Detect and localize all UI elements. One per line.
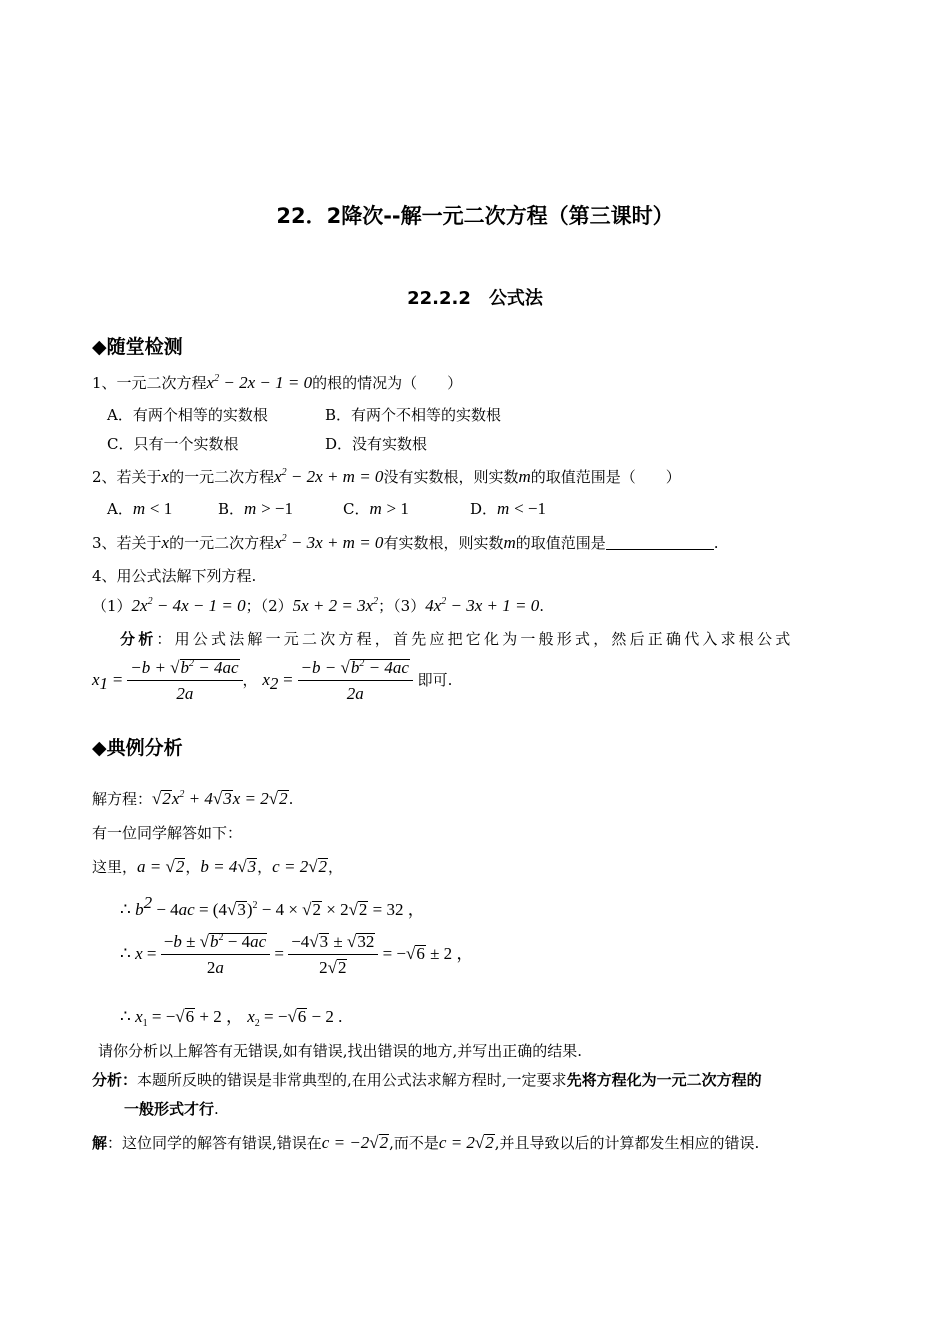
question-4: 4、用公式法解下列方程. — [92, 567, 257, 585]
q2-mid2: 没有实数根，则实数 — [383, 468, 519, 486]
q3-var-x: x — [161, 533, 170, 552]
q3-var-m: m — [503, 533, 516, 552]
example-problem: 解方程：$√2x^2 + 4√3x = 2√2$. — [92, 789, 294, 808]
q3-prefix: 3、若关于 — [92, 534, 162, 552]
q2-label-c: C． — [343, 500, 370, 518]
comma-3: ， — [328, 858, 344, 876]
q2-prefix: 2、若关于 — [92, 468, 162, 486]
analysis-2-bold1: 先将方程化为一元二次方程的 — [566, 1071, 762, 1089]
here-label: 这里， — [92, 858, 138, 876]
q3-mid: 的一元二次方程 — [169, 534, 275, 552]
q3-equation: $x^2 - 3x + m = 0$ — [274, 533, 384, 552]
q3-suffix: 的取值范围是 — [515, 534, 606, 552]
q1-option-c: C．只有一个实数根 — [107, 435, 239, 453]
section-heading-example: ◆典例分析 — [92, 737, 183, 759]
analysis-2-end: . — [214, 1100, 219, 1118]
q1-option-a: A．有两个相等的实数根 — [107, 406, 268, 424]
q3-mid2: 有实数根，则实数 — [383, 534, 504, 552]
example-line1: 有一位同学解答如下： — [92, 824, 243, 842]
problem-prefix: 解方程： — [92, 790, 153, 808]
page-subtitle: 22.2.2 公式法 — [407, 288, 543, 309]
analysis-2-label: 分析： — [92, 1071, 138, 1089]
q4-part2-label: ；（2） — [245, 597, 293, 615]
solution-line: 解：这位同学的解答有错误,错误在c = −2√2,而不是c = 2√2,并且导致以后的计算都发生相应的错误. — [92, 1133, 760, 1152]
q2-equation: $x^2 - 2x + m = 0$ — [274, 467, 384, 486]
analysis-2-line1 — [92, 1069, 762, 1090]
q4-end: . — [539, 597, 545, 615]
analysis-1 — [120, 628, 793, 649]
q1-option-d: D．没有实数根 — [325, 435, 428, 453]
analysis-2-text: 本题所反映的错误是非常典型的,在用公式法求解方程时,一定要求 — [137, 1071, 567, 1089]
q2-option-d: D．m < −1 — [470, 499, 547, 518]
solution-text-b: ,而不是 — [389, 1134, 439, 1152]
question-2 — [92, 466, 681, 487]
formula-end: 即可. — [417, 671, 453, 689]
q1-prefix: 1、一元二次方程 — [92, 374, 207, 392]
analysis-2-line2 — [124, 1098, 219, 1119]
analysis-label: 分析 — [120, 630, 157, 648]
solution-text-c: ,并且导致以后的计算都发生相应的错误. — [494, 1134, 760, 1152]
example-coefficients: 这里，a = √2，b = 4√3，c = 2√2， — [92, 857, 344, 876]
q2-option-b: B．m > −1 — [218, 499, 294, 518]
q4-part3-label: ；（3） — [378, 597, 426, 615]
q3-answer-blank[interactable] — [606, 535, 714, 550]
section-heading-practice: ◆随堂检测 — [92, 336, 183, 358]
q2-option-c: C．m > 1 — [343, 499, 409, 518]
q2-label-b: B． — [218, 500, 245, 518]
comma-1: ， — [185, 858, 201, 876]
solution-text-a: ：这位同学的解答有错误,错误在 — [107, 1134, 322, 1152]
q3-end: . — [713, 534, 719, 552]
q1-option-b: B．有两个不相等的实数根 — [325, 406, 502, 424]
page-title: 22．2降次--解一元二次方程（第三课时） — [276, 204, 674, 228]
problem-end: . — [288, 790, 294, 808]
q2-label-d: D． — [470, 500, 498, 518]
formula-comma: ， — [242, 671, 258, 689]
question-1 — [92, 372, 462, 393]
solution-formula-line: ∴ x = $\frac{-b \pm √b^2 - 4ac}{2a}$ = $\frac{-4√3 \pm √32}{2√2}$ = −√6 ± 2 ， — [120, 932, 474, 977]
q2-mid: 的一元二次方程 — [169, 468, 275, 486]
roots-line: ∴ $x_1 = -√6 + 2$ ， $x_2 = -√6 - 2$ . — [120, 1007, 343, 1029]
q4-part1-label: （1） — [92, 597, 132, 615]
question-3 — [92, 532, 719, 553]
q1-suffix: 的根的情况为（ ） — [312, 374, 463, 392]
analysis-text: ：用公式法解一元二次方程，首先应把它化为一般形式，然后正确代入求根公式 — [156, 630, 794, 648]
ask-text: 请你分析以上解答有无错误,如有错误,找出错误的地方,并写出正确的结果. — [98, 1042, 583, 1060]
comma-2: ， — [257, 858, 273, 876]
q1-equation: $x^2 - 2x - 1 = 0$ — [206, 373, 313, 392]
q2-option-a: A．m < 1 — [107, 499, 173, 518]
q2-var-m: m — [518, 467, 531, 486]
discriminant-line: ∴ $b^2 - 4ac = (4√3)^2 - 4 \times √2 \times 2√2 = 32$ ， — [120, 893, 425, 919]
q2-var-x: x — [161, 467, 170, 486]
q2-suffix: 的取值范围是（ ） — [530, 468, 681, 486]
analysis-2-bold2: 一般形式才行 — [124, 1100, 215, 1118]
q4-equations: $(1)2x^2 - 4x - 1 = 0$；$(2)5x + 2 = 3x^2$；$(3)4x^2 - 3x + 1 = 0$. — [92, 596, 545, 615]
q2-label-a: A． — [107, 500, 133, 518]
solution-label: 解 — [92, 1134, 108, 1152]
quadratic-formula: $x_1$ = $\frac{-b + √b^2 - 4ac}{2a}$ ， $x_2$ = $\frac{-b - √b^2 - 4ac}{2a}$ 即可. — [92, 658, 453, 703]
